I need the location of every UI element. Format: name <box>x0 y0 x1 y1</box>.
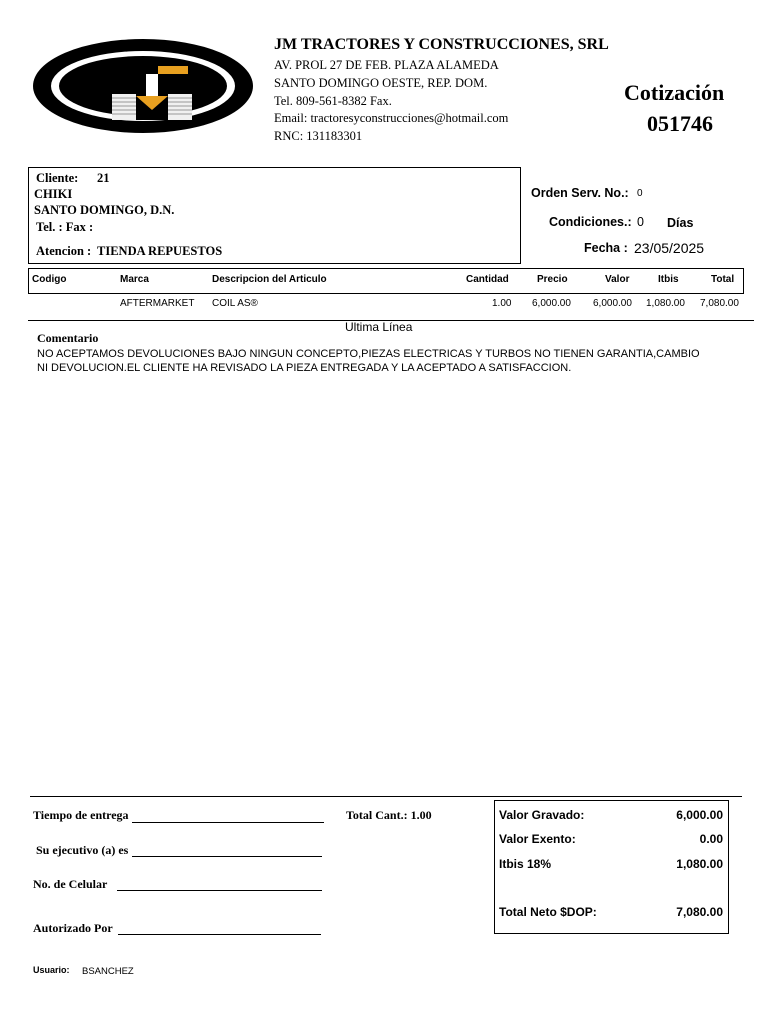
company-email: Email: tractoresyconstrucciones@hotmail.com <box>274 111 509 125</box>
neto-label: Total Neto $DOP: <box>499 905 597 919</box>
col-header-itbis: Itbis <box>658 274 679 285</box>
cell-itbis: 1,080.00 <box>646 298 685 309</box>
col-header-valor: Valor <box>605 274 630 285</box>
cell-total: 7,080.00 <box>700 298 739 309</box>
company-phone: Tel. 809-561-8382 Fax. <box>274 94 392 108</box>
col-header-cantidad: Cantidad <box>466 274 509 285</box>
cell-phone-label: No. de Celular <box>33 877 108 891</box>
gravado-label: Valor Gravado: <box>499 808 585 822</box>
exento-value: 0.00 <box>699 832 723 846</box>
col-header-descripcion: Descripcion del Articulo <box>212 274 327 285</box>
company-address-1: AV. PROL 27 DE FEB. PLAZA ALAMEDA <box>274 58 499 72</box>
neto-value: 7,080.00 <box>676 905 723 919</box>
document-number: 051746 <box>647 111 713 136</box>
client-name: CHIKI <box>34 187 73 201</box>
authorized-label: Autorizado Por <box>33 921 113 935</box>
comment-line-1: NO ACEPTAMOS DEVOLUCIONES BAJO NINGUN CONCEPTO,PIEZAS ELECTRICAS Y TURBOS NO TIENEN GARANTIA,CAMBIO <box>37 348 700 360</box>
date-label: Fecha : <box>584 241 628 255</box>
exento-label: Valor Exento: <box>499 832 576 846</box>
order-value: 0 <box>637 188 643 199</box>
delivery-line <box>132 822 324 823</box>
col-header-total: Total <box>711 274 735 285</box>
order-label: Orden Serv. No.: <box>531 186 629 200</box>
conditions-label: Condiciones.: <box>549 215 632 229</box>
cell-descripcion: COIL AS® <box>212 298 258 309</box>
company-logo <box>30 36 256 136</box>
executive-line <box>132 856 322 857</box>
comment-label: Comentario <box>37 331 99 345</box>
client-tel-fax: Tel. : Fax : <box>36 220 94 234</box>
gravado-value: 6,000.00 <box>676 808 723 822</box>
delivery-label: Tiempo de entrega <box>33 808 129 822</box>
client-city: SANTO DOMINGO, D.N. <box>34 203 175 217</box>
user-value: BSANCHEZ <box>82 966 134 977</box>
cell-cantidad: 1.00 <box>492 298 512 309</box>
col-header-precio: Precio <box>537 274 568 285</box>
col-header-marca: Marca <box>120 274 149 285</box>
attention-value: TIENDA REPUESTOS <box>97 244 223 258</box>
client-id: 21 <box>97 171 110 185</box>
cell-valor: 6,000.00 <box>593 298 632 309</box>
client-label: Cliente: <box>36 171 79 185</box>
document-title: Cotización <box>624 80 725 105</box>
date-value: 23/05/2025 <box>634 240 705 256</box>
total-quantity: Total Cant.: 1.00 <box>346 808 432 822</box>
last-line-label: Ultima Línea <box>345 320 413 334</box>
authorized-line <box>118 934 321 935</box>
conditions-value: 0 <box>637 215 644 229</box>
comment-line-2: NI DEVOLUCION.EL CLIENTE HA REVISADO LA PIEZA ENTREGADA Y LA ACEPTADO A SATISFACCION. <box>37 362 572 374</box>
company-address-2: SANTO DOMINGO OESTE, REP. DOM. <box>274 76 488 90</box>
cell-marca: AFTERMARKET <box>120 298 195 309</box>
attention-label: Atencion : <box>36 244 92 258</box>
footer-divider <box>30 796 742 797</box>
executive-label: Su ejecutivo (a) es <box>36 843 129 857</box>
cell-precio: 6,000.00 <box>532 298 571 309</box>
cell-phone-line <box>117 890 322 891</box>
itbis-value: 1,080.00 <box>676 857 723 871</box>
itbis-label: Itbis 18% <box>499 857 552 871</box>
company-rnc: RNC: 131183301 <box>274 129 363 143</box>
col-header-codigo: Codigo <box>32 274 67 285</box>
days-label: Días <box>667 216 694 230</box>
user-label: Usuario: <box>33 965 70 975</box>
company-name: JM TRACTORES Y CONSTRUCCIONES, SRL <box>274 36 609 53</box>
